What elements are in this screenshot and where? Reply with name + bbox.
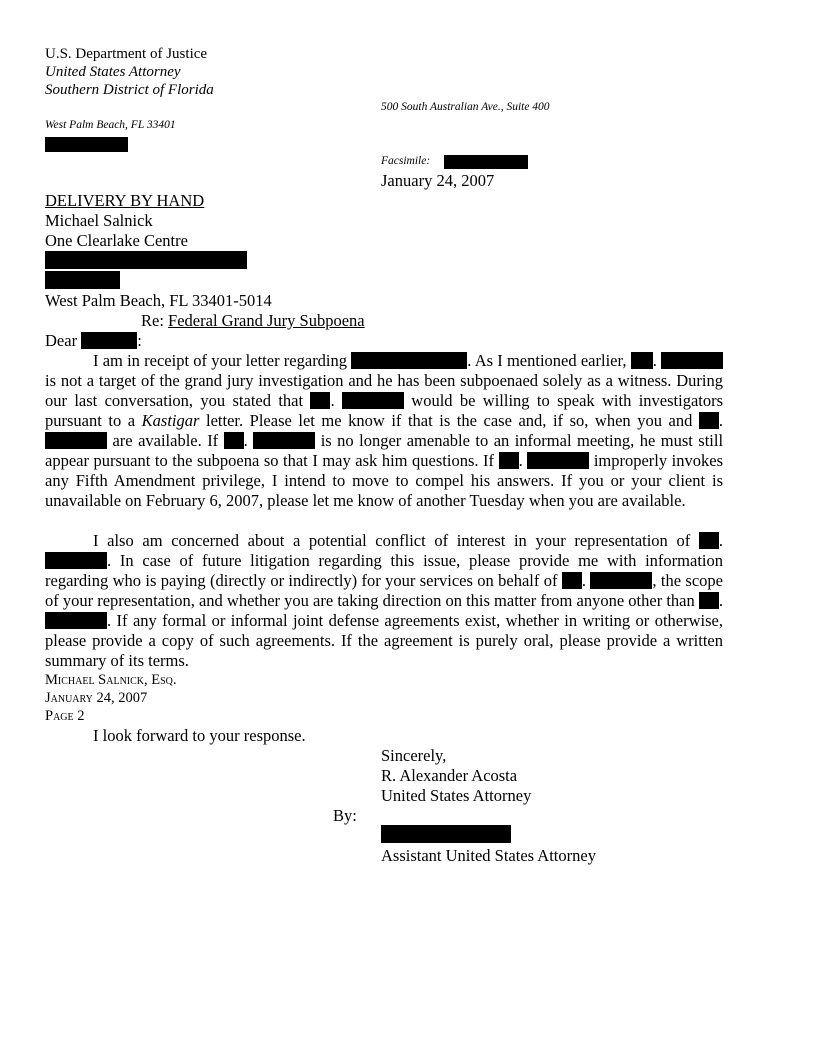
redaction-p1-8	[224, 432, 244, 449]
page2-header-page: Page 2	[45, 708, 85, 724]
recipient-name: Michael Salnick	[45, 211, 153, 230]
para2-text-d: . If any formal or informal joint defense agreements exist, whether in writing or otherwise, please provide a copy of such agreements. If the agreement is purely oral, please provide a written summary of its terms.	[45, 611, 723, 670]
re-subject: Federal Grand Jury Subpoena	[168, 311, 365, 330]
redaction-p2-1	[699, 532, 719, 549]
para1-text-b: . As I mentioned earlier,	[467, 351, 627, 370]
redaction-p2-4	[590, 572, 652, 589]
office-city: West Palm Beach, FL 33401	[45, 119, 176, 131]
redaction-assistant-name	[381, 825, 511, 843]
kastigar-term: Kastigar	[141, 411, 200, 430]
recipient-building: One Clearlake Centre	[45, 231, 188, 250]
by-label: By:	[333, 806, 357, 825]
para1-text-e: letter. Please let me know if that is the case and, if so, when you and	[206, 411, 693, 430]
redaction-p1-6	[699, 412, 719, 429]
redaction-address-line	[45, 251, 247, 269]
redaction-p2-2	[45, 552, 107, 569]
redaction-p1-5	[342, 392, 404, 409]
redaction-p1-9	[253, 432, 315, 449]
paragraph-1: I am in receipt of your letter regarding . As I mentioned earlier, . is not a target of the grand jury investigation and he has been subpoenaed solely as a witness. During our last conversation, you stated that . would be willing to speak with investigators pursuant to a Kastigar letter. Please let me know if that is the case and, if so, when you and . are available. If . is no longer amenable to an informal meeting, he must still appear pursuant to the subpoena so that I may ask him questions. If . improperly invokes any Fifth Amendment privilege, I intend to move to compel his answers. If you or your client is unavailable on February 6, 2007, please let me know of another Tuesday when you are available.	[45, 351, 724, 510]
para1-text-c: is not a target of the grand jury investigation and he has been subpoenaed solely as a witness. During our last conversation, you stated that	[45, 371, 723, 410]
delivery-method: DELIVERY BY HAND	[45, 191, 205, 210]
para1-text-d: would be willing to speak with investigators pursuant to a	[45, 391, 724, 430]
district-name: Southern District of Florida	[45, 82, 214, 98]
redaction-p1-7	[45, 432, 107, 449]
salutation-dear: Dear	[45, 331, 78, 350]
page2-header-date: January 24, 2007	[45, 690, 148, 706]
assistant-title: Assistant United States Attorney	[381, 846, 596, 865]
redaction-phone	[45, 137, 128, 152]
recipient-city: West Palm Beach, FL 33401-5014	[45, 291, 272, 310]
fax-label: Facsimile:	[381, 155, 431, 167]
para2-text-b: . In case of future litigation regarding this issue, please provide me with information regarding who is paying (directly or indirectly) for your services on behalf of	[45, 551, 723, 590]
redaction-suite	[45, 271, 120, 289]
re-label: Re:	[141, 311, 164, 330]
page2-header-name: Michael Salnick, Esq.	[45, 672, 177, 688]
para2-text-c: , the scope of your representation, and whether you are taking direction on this matter from anyone other than	[45, 571, 723, 610]
redaction-p1-2	[631, 352, 653, 369]
agency-name: U.S. Department of Justice	[45, 46, 208, 62]
signer-name: R. Alexander Acosta	[381, 766, 518, 785]
redaction-p1-4	[310, 392, 330, 409]
redaction-p1-11	[527, 452, 589, 469]
paragraph-2: I also am concerned about a potential conflict of interest in your representation of . . In case of future litigation regarding this issue, please provide me with information regarding who is paying (directly or indirectly) for your services on behalf of . , the scope of your representation, and whether you are taking direction on this matter from anyone other than . . If any formal or informal joint defense agreements exist, whether in writing or otherwise, please provide a copy of such agreements. If the agreement is purely oral, please provide a written summary of its terms.	[45, 531, 723, 670]
redaction-salutation-name	[81, 332, 137, 349]
office-title: United States Attorney	[45, 64, 181, 80]
redaction-p2-6	[45, 612, 107, 629]
sign-off: Sincerely,	[381, 746, 447, 765]
re-line	[141, 311, 365, 331]
salutation-colon: :	[137, 331, 142, 350]
para2-text-a: I also am concerned about a potential conflict of interest in your representation of	[93, 531, 691, 550]
redaction-fax	[444, 155, 528, 169]
redaction-p2-5	[699, 592, 719, 609]
redaction-p1-1	[351, 352, 467, 369]
para1-text-f: are available. If	[112, 431, 219, 450]
para1-text-g: is no longer amenable to an informal meeting, he must still appear pursuant to the subpoena so that I may ask him questions. If	[45, 431, 724, 470]
para1-text-a: I am in receipt of your letter regarding	[93, 351, 348, 370]
office-address: 500 South Australian Ave., Suite 400	[381, 101, 550, 113]
closing-line: I look forward to your response.	[93, 726, 306, 745]
salutation	[45, 331, 142, 351]
para1-text-h: improperly invokes any Fifth Amendment privilege, I intend to move to compel his answers. If you or your client is unavailable on February 6, 2007, please let me know of another Tuesday when you are available.	[45, 451, 723, 510]
redaction-p1-3	[661, 352, 723, 369]
signer-title: United States Attorney	[381, 786, 532, 805]
letter-date: January 24, 2007	[381, 171, 495, 190]
redaction-p1-10	[499, 452, 519, 469]
redaction-p2-3	[562, 572, 582, 589]
